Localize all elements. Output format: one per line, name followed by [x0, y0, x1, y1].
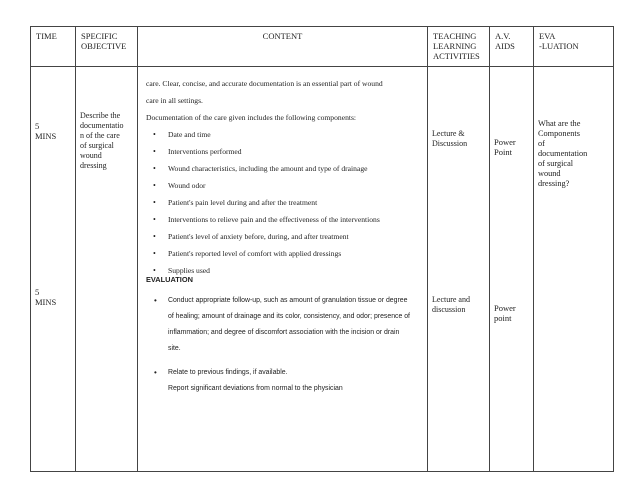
- content-bullet: • Interventions to relieve pain and the effectiveness of the interventions: [146, 211, 430, 228]
- evaluation-line: inflammation; and degree of discomfort association with the incision or drain: [168, 329, 400, 336]
- content-intro-line: care in all settings.: [146, 96, 203, 105]
- evaluation-list: [146, 293, 434, 397]
- time-second: 5 MINS: [35, 287, 57, 307]
- content-bullet: • Wound odor: [146, 177, 430, 194]
- lesson-plan-table: [30, 26, 614, 472]
- content-bullet: • Patient's pain level during and after the treatment: [146, 194, 430, 211]
- evaluation-heading: EVALUATION: [146, 275, 193, 284]
- header-teaching: TEACHING LEARNING ACTIVITIES: [428, 27, 490, 67]
- objective-cell: [76, 67, 138, 472]
- header-av-aids: A.V. AIDS: [490, 27, 534, 67]
- header-evaluation: EVA -LUATION: [534, 27, 614, 67]
- header-content: CONTENT: [138, 27, 428, 67]
- content-bullet: • Supplies used: [146, 262, 430, 279]
- content-bullet: • Wound characteristics, including the amount and type of drainage: [146, 160, 430, 177]
- body-row: [31, 67, 614, 472]
- content-intro-line: care. Clear, concise, and accurate documentation is an essential part of wound: [146, 79, 383, 88]
- header-objective: SPECIFIC OBJECTIVE: [76, 27, 138, 67]
- evaluation-line: site.: [168, 345, 181, 352]
- content-bullet: • Patient's level of anxiety before, during, and after treatment: [146, 228, 430, 245]
- av-aids-cell: [490, 67, 534, 472]
- teaching-first: Lecture & Discussion: [432, 129, 468, 148]
- header-time: TIME: [31, 27, 76, 67]
- evaluation-line: of healing; amount of drainage and its color, consistency, and odor; presence of: [168, 313, 410, 320]
- content-bullet: • Patient's reported level of comfort with applied dressings: [146, 245, 430, 262]
- header-row: [31, 27, 614, 67]
- content-list: [146, 75, 430, 279]
- evaluation-cell: [534, 67, 614, 472]
- evaluation-spacer: [146, 357, 434, 365]
- evaluation-bullet: • Relate to previous findings, if available.: [146, 365, 434, 381]
- objective-text: Describe the documentatio n of the care of surgical wound dressing: [80, 111, 124, 170]
- teaching-second: Lecture and discussion: [432, 295, 470, 314]
- content-bullet: • Date and time: [146, 126, 430, 143]
- time-first: 5 MINS: [35, 121, 57, 141]
- content-intro-line: Documentation of the care given includes the following components:: [146, 113, 357, 122]
- av-second: Power point: [494, 303, 516, 323]
- evaluation-bullet: • Conduct appropriate follow-up, such as amount of granulation tissue or degree: [146, 293, 434, 309]
- teaching-cell: [428, 67, 490, 472]
- time-cell: [31, 67, 76, 472]
- av-first: Power Point: [494, 137, 516, 157]
- evaluation-line: Report significant deviations from normal to the physician: [168, 385, 343, 392]
- evaluation-question: What are the Components of documentation of surgical wound dressing?: [538, 119, 588, 188]
- content-bullet: • Interventions performed: [146, 143, 430, 160]
- content-cell: [138, 67, 428, 472]
